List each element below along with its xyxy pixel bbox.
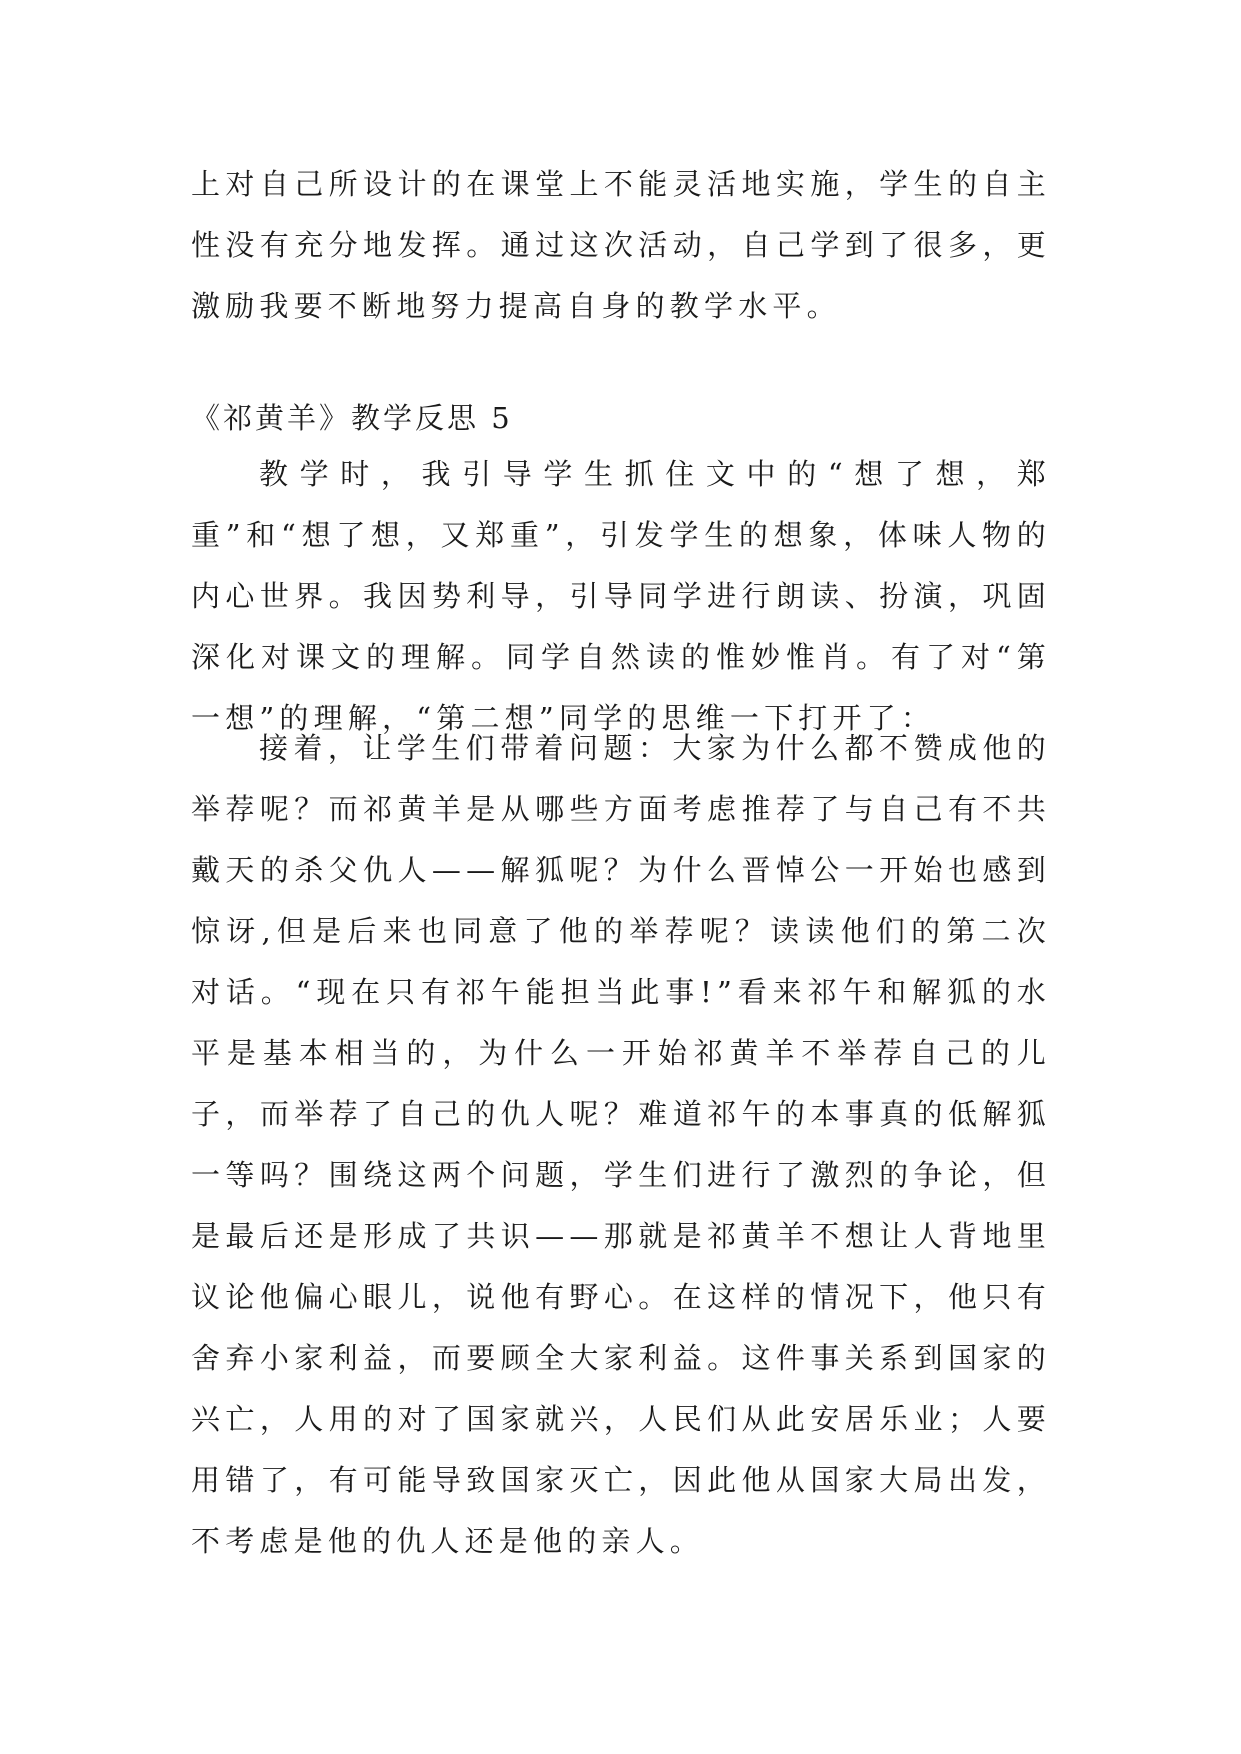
continuation-paragraph: 上对自己所设计的在课堂上不能灵活地实施，学生的自主性没有充分地发挥。通过这次活动，自己学到了很多，更激励我要不断地努力提高自身的教学水平。: [191, 167, 1051, 323]
paragraph-2: 接着，让学生们带着问题：大家为什么都不赞成他的举荐呢？而祁黄羊是从哪些方面考虑推荐了与自己有不共戴天的杀父仇人——解狐呢？为什么晋悼公一开始也感到惊讶,但是后来也同意了他的举荐呢？读读他们的第二次对话。“现在只有祁午能担当此事!”看来祁午和解狐的水平是基本相当的，为什么一开始祁黄羊不举荐自己的儿子，而举荐了自己的仇人呢？难道祁午的本事真的低解狐一等吗？围绕这两个问题，学生们进行了激烈的争论，但是最后还是形成了共识——那就是祁黄羊不想让人背地里议论他偏心眼儿，说他有野心。在这样的情况下，他只有舍弃小家利益，而要顾全大家利益。这件事关系到国家的兴亡，人用的对了国家就兴，人民们从此安居乐业；人要用错了，有可能导致国家灭亡，因此他从国家大局出发，不考虑是他的仇人还是他的亲人。: [191, 731, 1051, 1558]
paragraph-1: 教学时，我引导学生抓住文中的“想了想，郑重”和“想了想，又郑重”，引发学生的想象，体味人物的内心世界。我因势利导，引导同学进行朗读、扮演，巩固深化对课文的理解。同学自然读的惟妙惟肖。有了对“第一想”的理解，“第二想”同学的思维一下打开了：: [191, 457, 1051, 735]
section-heading: 《祁黄羊》教学反思 5: [191, 401, 513, 435]
